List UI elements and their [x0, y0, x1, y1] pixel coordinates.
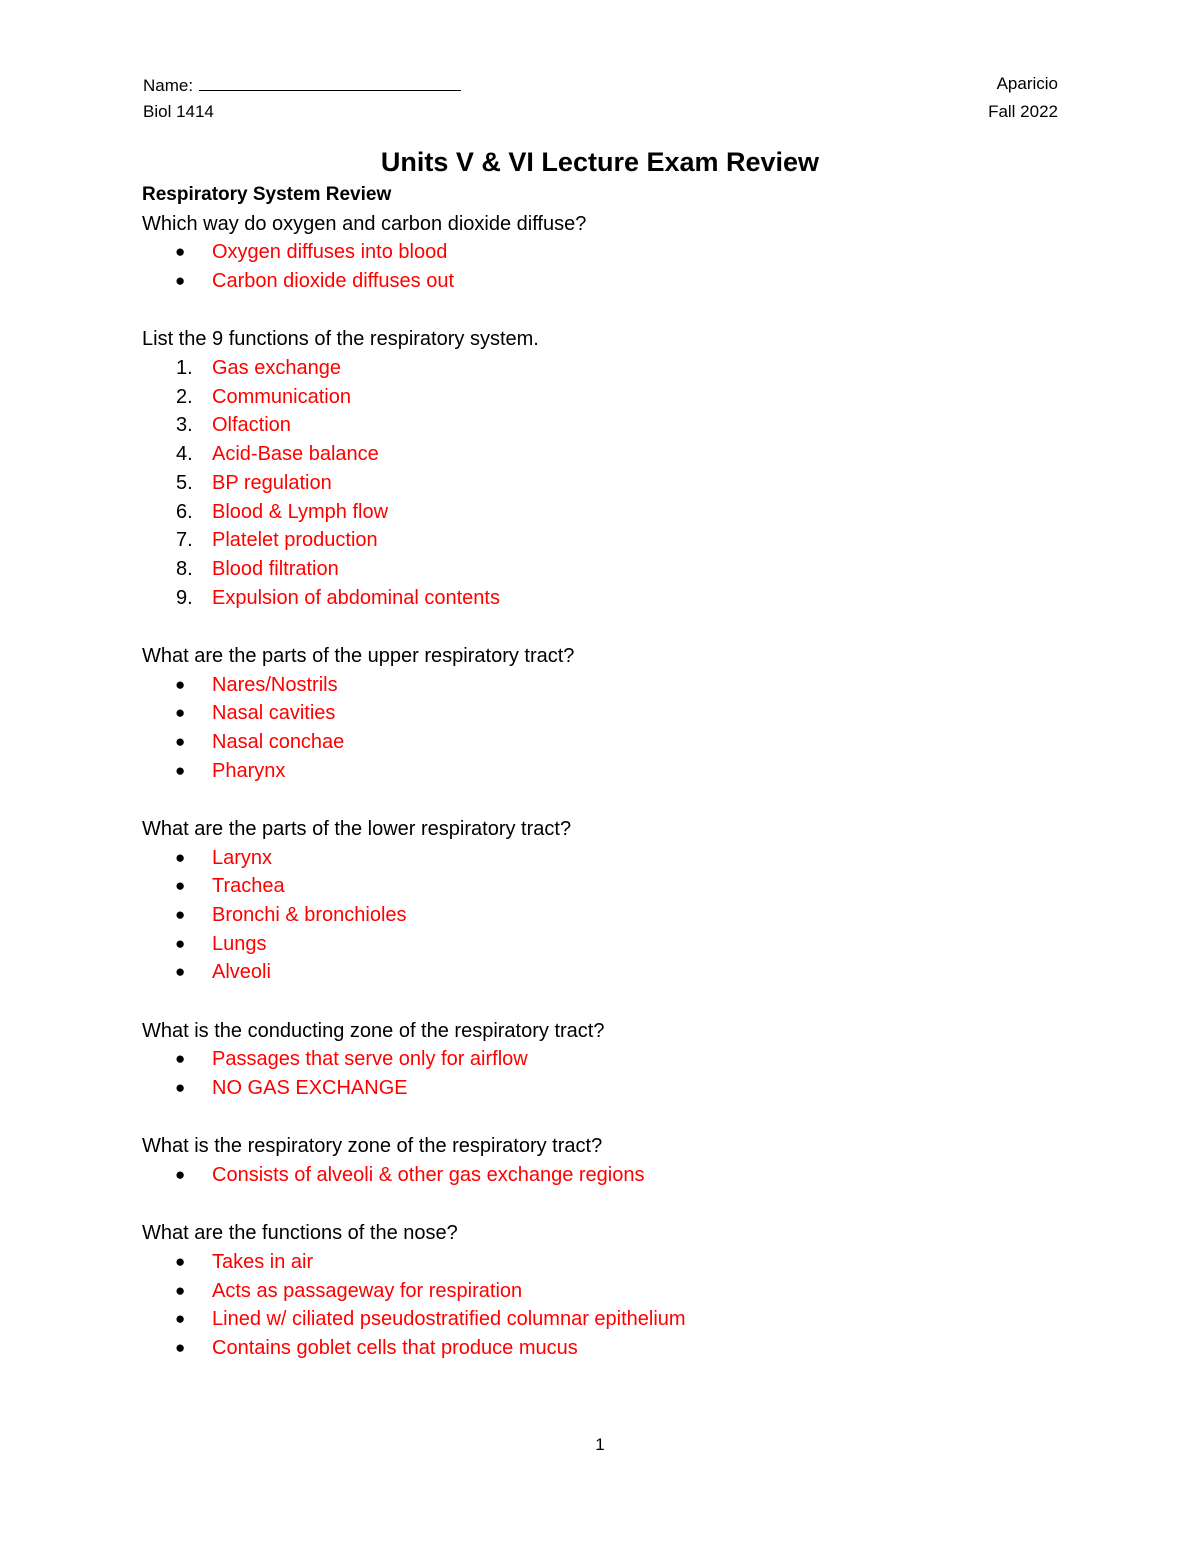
page-number: 1 [595, 1435, 605, 1454]
question-block [142, 815, 1082, 987]
bullet-answer-list [142, 1161, 1082, 1190]
list-number: 9. [176, 586, 193, 609]
list-number: 3. [176, 414, 193, 437]
list-number: 6. [176, 500, 193, 523]
answer-text: Takes in air [212, 1250, 314, 1273]
answer-item [142, 469, 1082, 498]
question-text: What are the parts of the upper respiratory tract? [142, 644, 575, 667]
bullet-icon: ● [175, 674, 186, 694]
answer-item [142, 699, 1082, 728]
answer-item [142, 958, 1082, 987]
answer-item [142, 1045, 1082, 1074]
answer-item [142, 1305, 1082, 1334]
instructor-name: Aparicio [996, 74, 1058, 93]
answer-text: Acts as passageway for respiration [212, 1279, 523, 1302]
answer-text: Nasal conchae [212, 730, 345, 753]
review-content [142, 181, 1082, 1363]
answer-text: Nasal cavities [212, 702, 336, 725]
bullet-icon: ● [175, 1309, 186, 1329]
answer-text: Contains goblet cells that produce mucus [212, 1336, 578, 1359]
answer-text: Consists of alveoli & other gas exchange regions [212, 1163, 645, 1186]
answer-text: Gas exchange [212, 357, 341, 380]
bullet-icon: ● [175, 876, 186, 896]
bullet-icon: ● [175, 1077, 186, 1097]
name-blank-line [199, 73, 461, 91]
answer-item [142, 1277, 1082, 1306]
page-title: Units V & VI Lecture Exam Review [380, 147, 820, 177]
answer-text: Olfaction [212, 414, 291, 437]
bullet-answer-list [142, 1248, 1082, 1363]
answer-text: Carbon dioxide diffuses out [212, 270, 455, 293]
answer-item [142, 1161, 1082, 1190]
question-block [142, 1017, 1082, 1103]
bullet-icon: ● [175, 703, 186, 723]
answer-item [142, 901, 1082, 930]
answer-text: Oxygen diffuses into blood [212, 241, 448, 264]
name-field-row [143, 73, 461, 97]
answer-item [142, 757, 1082, 786]
bullet-answer-list [142, 844, 1082, 988]
section-spacer [142, 1103, 1082, 1133]
list-number: 5. [176, 471, 193, 494]
bullet-icon: ● [175, 1251, 186, 1271]
answer-item [142, 383, 1082, 412]
term: Fall 2022 [988, 102, 1058, 121]
question-text: List the 9 functions of the respiratory system. [142, 328, 539, 351]
answer-text: BP regulation [212, 471, 332, 494]
question-block [142, 642, 1082, 786]
section-title: Respiratory System Review [142, 184, 392, 205]
question-block [142, 210, 1082, 296]
answer-text: Bronchi & bronchioles [212, 903, 407, 926]
course-code: Biol 1414 [143, 102, 214, 121]
section-spacer [142, 612, 1082, 642]
list-number: 8. [176, 557, 193, 580]
answer-item [142, 1334, 1082, 1363]
answer-text: Communication [212, 385, 351, 408]
bullet-icon: ● [175, 1337, 186, 1357]
bullet-answer-list [142, 238, 1082, 295]
answer-text: Lungs [212, 932, 267, 955]
answer-item [142, 671, 1082, 700]
answer-item [142, 872, 1082, 901]
answer-text: Platelet production [212, 529, 378, 552]
answer-text: Nares/Nostrils [212, 673, 338, 696]
answer-text: NO GAS EXCHANGE [212, 1076, 408, 1099]
section-spacer [142, 1190, 1082, 1220]
answer-item [142, 1074, 1082, 1103]
answer-text: Acid-Base balance [212, 443, 379, 466]
answer-text: Blood & Lymph flow [212, 500, 389, 523]
answer-item [142, 267, 1082, 296]
bullet-icon: ● [175, 1049, 186, 1069]
answer-text: Lined w/ ciliated pseudostratified columnar epithelium [212, 1308, 686, 1331]
section-spacer [142, 296, 1082, 326]
answer-text: Blood filtration [212, 557, 339, 580]
answer-item [142, 411, 1082, 440]
bullet-icon: ● [175, 933, 186, 953]
answer-item [142, 1248, 1082, 1277]
answer-item [142, 526, 1082, 555]
answer-item [142, 728, 1082, 757]
answer-item [142, 584, 1082, 613]
question-text: What is the conducting zone of the respiratory tract? [142, 1019, 605, 1042]
answer-text: Pharynx [212, 759, 286, 782]
bullet-icon: ● [175, 271, 186, 291]
question-text: What are the functions of the nose? [142, 1222, 458, 1245]
list-number: 1. [176, 357, 193, 380]
question-text: What are the parts of the lower respiratory tract? [142, 817, 572, 840]
question-text: What is the respiratory zone of the respiratory tract? [142, 1135, 603, 1158]
answer-text: Larynx [212, 846, 273, 869]
answer-text: Trachea [212, 875, 285, 898]
answer-item [142, 354, 1082, 383]
answer-text: Passages that serve only for airflow [212, 1048, 528, 1071]
answer-item [142, 555, 1082, 584]
question-block [142, 325, 1082, 612]
bullet-icon: ● [175, 1280, 186, 1300]
bullet-icon: ● [175, 1164, 186, 1184]
answer-item [142, 844, 1082, 873]
question-block [142, 1132, 1082, 1189]
name-label: Name: [143, 76, 194, 95]
bullet-answer-list [142, 1045, 1082, 1102]
section-spacer [142, 785, 1082, 815]
list-number: 7. [176, 529, 193, 552]
question-text: Which way do oxygen and carbon dioxide diffuse? [142, 212, 587, 235]
bullet-answer-list [142, 671, 1082, 786]
bullet-icon: ● [175, 962, 186, 982]
section-spacer [142, 987, 1082, 1017]
answer-text: Alveoli [212, 961, 271, 984]
answer-item [142, 238, 1082, 267]
question-block [142, 1219, 1082, 1363]
answer-item [142, 440, 1082, 469]
answer-text: Expulsion of abdominal contents [212, 586, 500, 609]
numbered-answer-list [142, 354, 1082, 612]
bullet-icon: ● [175, 847, 186, 867]
bullet-icon: ● [175, 731, 186, 751]
answer-item [142, 498, 1082, 527]
bullet-icon: ● [175, 242, 186, 262]
list-number: 4. [176, 443, 193, 466]
answer-item [142, 930, 1082, 959]
bullet-icon: ● [175, 904, 186, 924]
bullet-icon: ● [175, 760, 186, 780]
list-number: 2. [176, 385, 193, 408]
